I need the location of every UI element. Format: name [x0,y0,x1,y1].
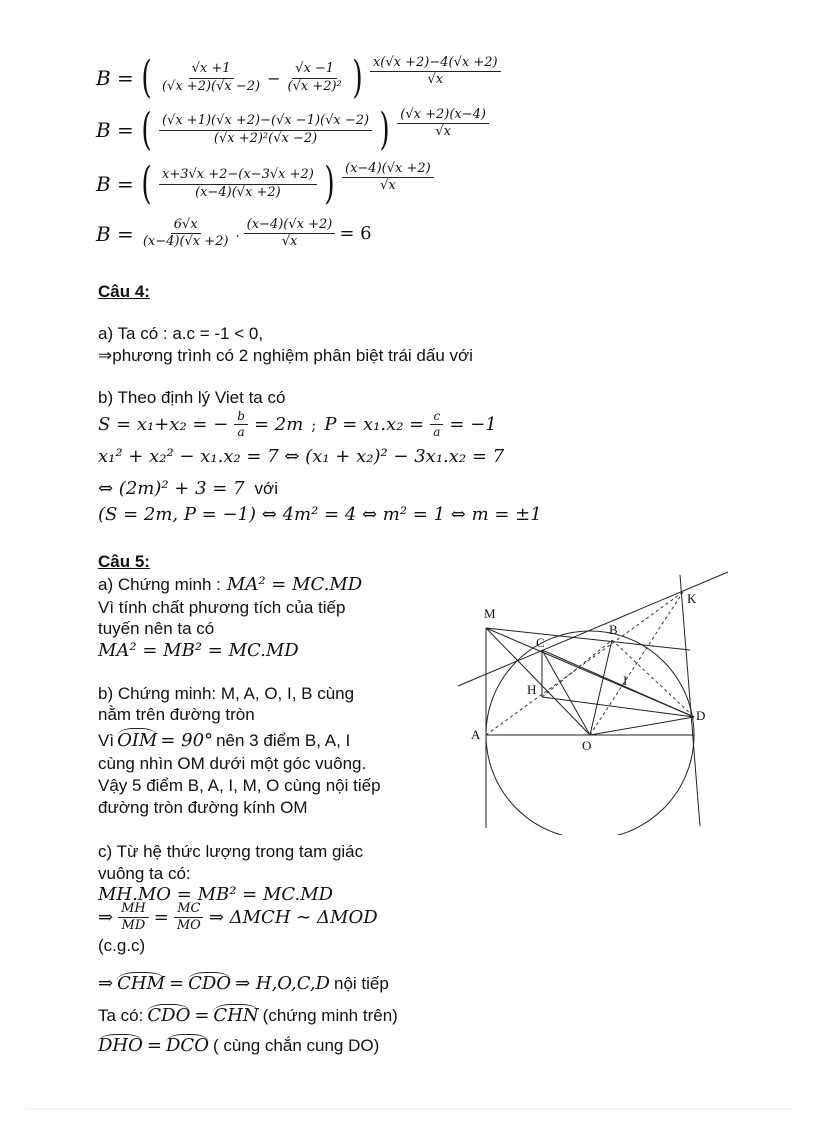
label-K: K [687,591,697,606]
formula-b-line2: B = ( $\frac{(√x +1)(√x +2)-(√x -1)(√x -2)}{\text{(√x +2)²(√x −2)}}$ ) $\frac{(√x +2)(x-4)}{√x}$ [96,108,491,152]
formula-b-line4: B = $\frac{6√x}{(x-4)(√x +2)}$ . $\frac{(x-4)(√x +2)}{√x}$ = 6 [96,217,372,250]
cau5-c-line6: Ta có: CDO = CHN (chứng minh trên) [98,1005,398,1026]
fraction: $\frac{(x-4)(√x +2)}{√x}$ [244,218,336,250]
cau4-heading: Câu 4: [98,282,150,301]
formula-b-line3: B = ( $\frac{x+3√x +2-(x-3√x +2)}{(x-4)(√x +2)}$ ) $\frac{(x-4)(√x +2)}{√x}$ [96,162,436,206]
geometry-figure [450,565,750,835]
label-H: H [527,682,537,697]
label-I: I [623,673,628,688]
cau5-a-line3: tuyến nên ta có [98,619,215,638]
label-A: A [471,727,481,742]
angle-symbol: CHN [213,1005,259,1026]
fraction: $\frac{(x-4)(√x +2)}{√x}$ [342,162,434,194]
cau5-c-math1: MH.MO = MB² = MC.MD [98,884,334,905]
line-OD [590,717,694,735]
label-B: B [609,622,618,637]
cau4-b-line1: b) Theo định lý Viet ta có [98,388,286,407]
angle-symbol: CDO [188,973,232,994]
fraction: $\frac{x(√x +2)-4(√x +2)}{√x}$ [370,56,501,88]
cau5-c-line5: ⇒ CHM = CDO ⇒ H,O,C,D nội tiếp [98,973,389,994]
label-O: O [582,738,592,753]
angle-symbol: DHO [98,1035,143,1056]
cau5-b-line2: nằm trên đường tròn [98,705,255,724]
cau5-c-line1: c) Từ hệ thức lượng trong tam giác [98,842,364,861]
fraction: $\frac{MC}{MO}$ [174,902,204,934]
angle-symbol: CHM [117,973,165,994]
cau4-viet-formulas: S = x₁+x₂ = − $\frac{b}{a}$ = 2m ; P = x₁.x₂ = $\frac{c}{a}$ = −1 [98,409,497,440]
label-D: D [696,708,706,723]
cau5-c-line4: (c.g.c) [98,936,146,955]
cau5-a-line1: a) Chứng minh : MA² = MC.MD [98,574,363,595]
cau5-b-line3: Vì OIM = 90° nên 3 điểm B, A, I [98,730,351,751]
cau4-eq3: ⇔ (2m)² + 3 = 7 với [98,478,278,499]
angle-symbol: OIM [117,730,158,751]
cau5-b-line1: b) Chứng minh: M, A, O, I, B cùng [98,684,355,703]
fraction: $\frac{√x -1}{\text{(√x +2)²}}$ [287,61,342,94]
cau5-c-math2: ⇒ $\frac{MH}{MD}$ = $\frac{MC}{MO}$ ⇒ ΔMCH ∼ ΔMOD [98,901,378,934]
fraction: $\frac{b}{a}$ [234,410,248,439]
cau5-b-line5: Vậy 5 điểm B, A, I, M, O cùng nội tiếp [98,776,381,795]
fraction: $\frac{x+3√x +2-(x-3√x +2)}{(x-4)(√x +2)}$ [159,168,317,200]
fraction: $\frac{(√x +1)(√x +2)-(√x -1)(√x -2)}{\text{(√x +2)²(√x −2)}}$ [159,114,372,146]
cau4-eq2: x₁² + x₂² − x₁.x₂ = 7 ⇔ (x₁ + x₂)² − 3x₁.x₂ = 7 [98,446,505,467]
cau5-a-math2: MA² = MB² = MC.MD [98,640,299,661]
cau5-heading: Câu 5: [98,552,150,571]
angle-symbol: DCO [165,1035,209,1056]
formula-b-line1: B = ( $\frac{√x +1}{(√x +2)(√x -2)}$ − $\frac{√x -1}{\text{(√x +2)²}}$ ) $\frac{x(√x +2)-4(√x +2)}{√x}$ [96,56,503,100]
cau4-a-line2: ⇒phương trình có 2 nghiệm phân biệt trái dấu với [98,346,473,365]
cau5-b-line6: đường tròn đường kính OM [98,798,308,817]
fraction: $\frac{c}{a}$ [430,410,443,439]
dashed-AK [486,592,683,735]
cau5-b-line4: cùng nhìn OM dưới một góc vuông. [98,754,367,773]
cau4-a-line1: a) Ta có : a.c = -1 < 0, [98,324,264,343]
fraction: $\frac{MH}{MD}$ [118,902,149,934]
label-M: M [484,606,496,621]
cau5-c-line7: DHO = DCO ( cùng chắn cung DO) [98,1035,380,1056]
page-footer-divider [24,1108,792,1109]
label-C: C [536,635,545,650]
angle-symbol: CDO [147,1005,191,1026]
cau4-eq4: (S = 2m, P = −1) ⇔ 4m² = 4 ⇔ m² = 1 ⇔ m = ±1 [98,504,542,525]
fraction: $\frac{6√x}{(x-4)(√x +2)}$ [142,217,229,250]
implies-arrow: ⇒ [98,346,113,365]
fraction: $\frac{√x +1}{(√x +2)(√x -2)}$ [161,61,261,94]
formula-lhs: B = [96,66,134,90]
cau5-c-line2: vuông ta có: [98,864,191,883]
line-OB [590,640,612,735]
cau5-a-line2: Vì tính chất phương tích của tiếp [98,598,346,617]
line-DK [680,575,700,826]
fraction: $\frac{(√x +2)(x-4)}{√x}$ [397,108,489,140]
